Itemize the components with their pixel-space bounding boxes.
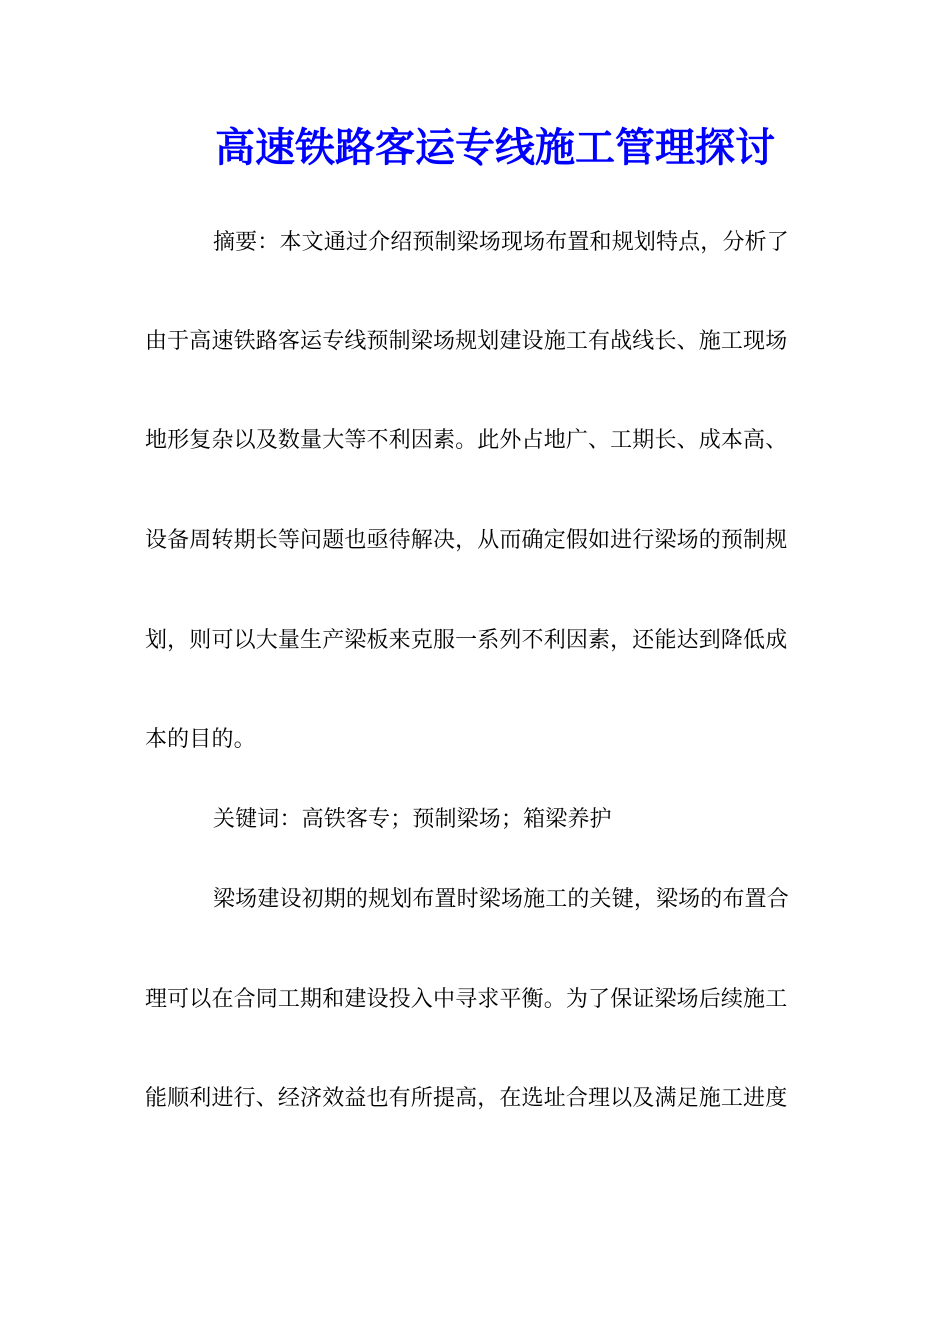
abstract-line-6: 本的目的。	[145, 727, 256, 752]
abstract-line-2: 由于高速铁路客运专线预制梁场规划建设施工有战线长、施工现场	[145, 329, 788, 354]
keywords-line: 关键词：高铁客专；预制梁场；箱梁养护	[213, 807, 612, 832]
abstract-line-5: 划，则可以大量生产梁板来克服一系列不利因素，还能达到降低成	[145, 628, 788, 653]
abstract-line-4: 设备周转期长等问题也亟待解决，从而确定假如进行梁场的预制规	[145, 528, 788, 553]
body-paragraph-line-3: 能顺利进行、经济效益也有所提高，在选址合理以及满足施工进度	[145, 1086, 788, 1111]
document-title: 高速铁路客运专线施工管理探讨	[215, 124, 775, 171]
body-paragraph-line-1: 梁场建设初期的规划布置时梁场施工的关键，梁场的布置合	[213, 887, 789, 912]
abstract-line-1: 摘要：本文通过介绍预制梁场现场布置和规划特点，分析了	[213, 230, 789, 255]
body-paragraph-line-2: 理可以在合同工期和建设投入中寻求平衡。为了保证梁场后续施工	[145, 987, 788, 1012]
abstract-line-3: 地形复杂以及数量大等不利因素。此外占地广、工期长、成本高、	[145, 428, 788, 453]
